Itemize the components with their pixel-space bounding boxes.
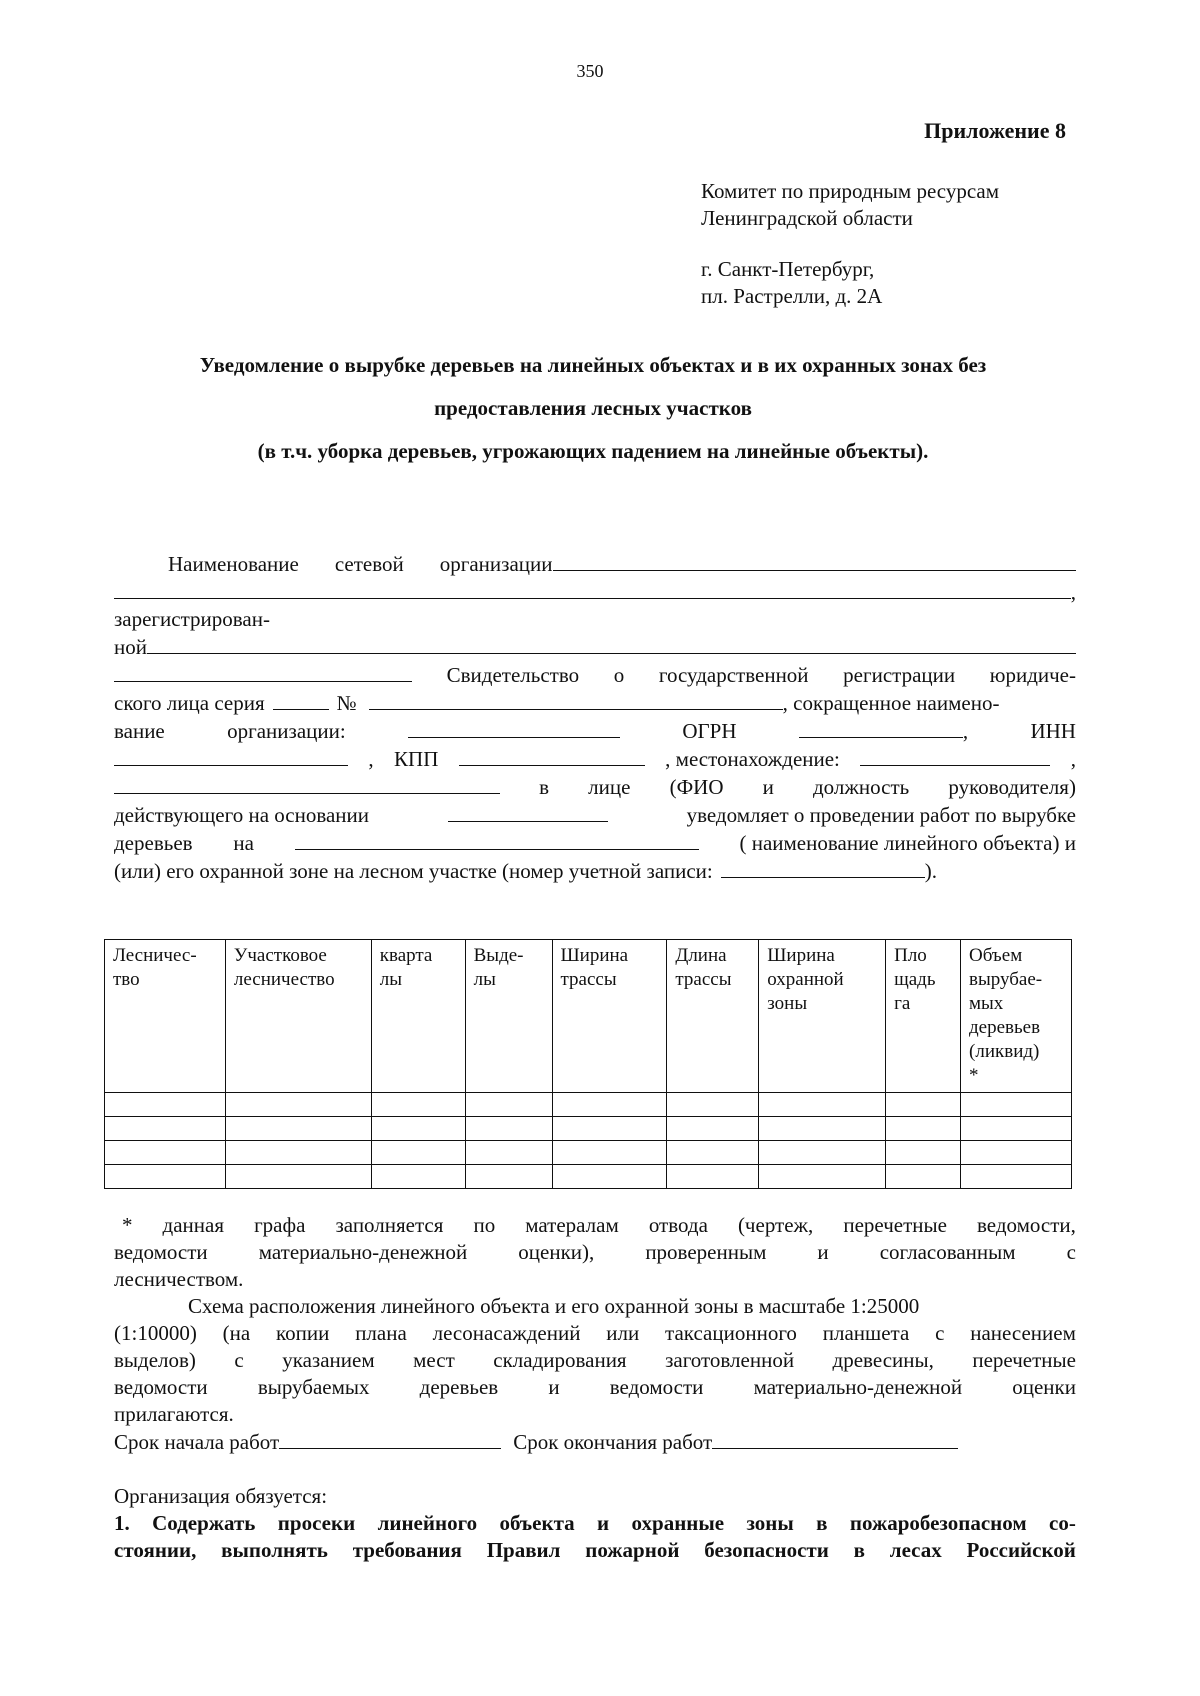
form-text: действующего на основании [114,803,370,827]
table-cell[interactable] [465,1141,552,1165]
scheme-text: копии [276,1321,330,1345]
end-date-field[interactable] [712,1428,958,1449]
scheme-text: (на [222,1321,251,1345]
scheme-text: материально-денежной [753,1375,963,1399]
scheme-line [114,1347,1076,1374]
appendix-label: Приложение 8 [924,118,1066,143]
form-text: государственной [658,663,809,687]
table-cell[interactable] [886,1093,961,1117]
table-cell[interactable] [961,1117,1072,1141]
scheme-text: (1:10000) [114,1321,197,1345]
start-date-field[interactable] [279,1428,501,1449]
footnote-text: материально-денежной [258,1240,468,1264]
form-text: (ФИО [669,775,724,799]
footnote-text: ведомости, [976,1213,1076,1237]
scheme-text: указанием [282,1348,375,1372]
form-text: ОГРН [682,719,737,743]
form-text: юридиче- [989,663,1076,687]
scheme-text: нанесением [970,1321,1076,1345]
addressee-line: пл. Растрелли, д. 2А [701,284,883,308]
scheme-text: складирования [493,1348,627,1372]
obligations-text: Организация обязуется: [114,1484,328,1508]
footnote-text: ведомости [114,1240,208,1264]
form-text: КПП [394,747,439,771]
form-text: , [1070,747,1076,771]
footnote-text: матералам [525,1213,619,1237]
obligation-line [114,1510,1076,1537]
scheme-text: мест [413,1348,455,1372]
inn-field[interactable] [114,745,348,766]
table-header-cell: Выде- лы [465,940,552,1093]
obligation-text: зоны [746,1511,794,1535]
footnote-text: лесничеством. [114,1267,244,1291]
form-text: , [962,719,969,743]
table-cell[interactable] [667,1093,759,1117]
table-cell[interactable] [961,1093,1072,1117]
scheme-text: перечетные [972,1348,1076,1372]
registration-field-cont[interactable] [114,661,412,682]
obligation-text: со- [1049,1511,1076,1535]
table-cell[interactable] [552,1093,667,1117]
footnote-section [114,1212,1076,1564]
location-field[interactable] [860,745,1050,766]
scheme-text: вырубаемых [257,1375,370,1399]
footnote-text: перечетные [843,1213,947,1237]
scheme-text: выделов) [114,1348,196,1372]
table-cell[interactable] [759,1165,886,1189]
table-header-cell: кварта лы [371,940,465,1093]
logging-table [104,939,1072,1189]
kpp-field[interactable] [459,745,645,766]
scheme-text: плана [355,1321,407,1345]
scheme-text: и [548,1375,560,1399]
form-text: о [613,663,625,687]
scheme-text: заготовленной [665,1348,795,1372]
scheme-text: Схема расположения линейного объекта и его охранной зоны в масштабе 1:25000 [188,1294,920,1318]
obligation-text: пожарной [585,1538,680,1562]
scheme-text: с [935,1321,945,1345]
scheme-text: или [606,1321,640,1345]
table-cell[interactable] [552,1117,667,1141]
form-text: (или) его охранной зоне на лесном участке (номер учетной записи: [114,859,713,883]
series-field[interactable] [273,689,329,710]
table-header-cell: Участковое лесничество [225,940,371,1093]
footnote-text: и [817,1240,829,1264]
table-cell[interactable] [759,1117,886,1141]
obligation-text: в [816,1511,828,1535]
form-text: Наименование [168,552,299,576]
addressee-block [701,178,999,310]
obligation-text: просеки [277,1511,356,1535]
obligation-line [114,1537,1076,1564]
footnote-text: по [473,1213,496,1237]
form-text: сетевой [334,552,404,576]
table-cell[interactable] [371,1165,465,1189]
page-number: 350 [576,61,604,81]
table-cell[interactable] [105,1117,226,1141]
table-cell[interactable] [371,1117,465,1141]
form-text: , сокращенное наимено- [782,691,1000,715]
form-text: организации [439,552,553,576]
scheme-line [114,1374,1076,1401]
footnote-text: с [1066,1240,1076,1264]
scheme-text: лесонасаждений [432,1321,581,1345]
table-header-cell: Ширина охранной зоны [759,940,886,1093]
form-text: уведомляет о проведении работ по вырубке [686,803,1076,827]
obligation-text: и [597,1511,610,1535]
scheme-line [114,1320,1076,1347]
scheme-text: деревьев [419,1375,499,1399]
table-header-cell: Лесничес- тво [105,940,226,1093]
form-text: ( наименование линейного объекта) и [739,831,1076,855]
footnote-text: отвода [648,1213,708,1237]
form-text: должность [813,775,910,799]
obligation-text: в [853,1538,865,1562]
table-cell[interactable] [225,1141,371,1165]
footnote-text: проверенным [645,1240,767,1264]
obligation-text: линейного [377,1511,478,1535]
obligation-text: требования [352,1538,462,1562]
form-text: руководителя) [948,775,1076,799]
scheme-text: прилагаются. [114,1402,234,1426]
table-row [105,1165,1072,1189]
obligation-text: лесах [889,1538,942,1562]
footnote-text: графа [254,1213,306,1237]
form-text: ной [114,635,147,659]
table-cell[interactable] [552,1165,667,1189]
footnote-line [114,1212,1076,1239]
obligation-text: безопасности [704,1538,829,1562]
scheme-text: оценки [1012,1375,1076,1399]
location-field-cont[interactable] [114,773,500,794]
table-row [105,1093,1072,1117]
form-text: № [336,691,357,715]
footnote-text: согласованным [879,1240,1016,1264]
table-cell[interactable] [371,1141,465,1165]
footnote-line [114,1239,1076,1266]
form-text: организации: [227,719,346,743]
obligation-text: выполнять [221,1538,328,1562]
ogrn-field[interactable] [799,717,963,738]
table-cell[interactable] [371,1093,465,1117]
table-cell[interactable] [552,1141,667,1165]
scheme-text: ведомости [609,1375,704,1399]
start-date-label: Срок начала работ [114,1430,280,1454]
table-cell[interactable] [105,1141,226,1165]
form-text: Свидетельство [446,663,580,687]
short-name-field[interactable] [408,717,620,738]
form-text: регистрации [843,663,956,687]
title-line: (в т.ч. уборка деревьев, угрожающих падением на линейные объекты). [257,439,929,463]
number-field[interactable] [369,689,783,710]
form-text: ). [924,859,937,883]
obligation-text: объекта [499,1511,575,1535]
form-text: на [233,831,254,855]
record-number-field[interactable] [721,857,925,878]
end-date-label: Срок окончания работ [513,1430,713,1454]
table-cell[interactable] [961,1165,1072,1189]
footnote-text: заполняется [335,1213,444,1237]
footnote-star: * [122,1213,133,1237]
footnote-text: данная [162,1213,225,1237]
scheme-text: планшета [822,1321,910,1345]
registration-field[interactable] [147,633,1076,654]
title-line: предоставления лесных участков [434,396,752,420]
table-header-cell: Пло щадь га [886,940,961,1093]
organization-name-field-cont[interactable] [114,578,1071,599]
table-cell[interactable] [759,1141,886,1165]
form-text: и [762,775,774,799]
form-body [114,550,1076,885]
scheme-line [114,1401,1076,1428]
table-cell[interactable] [961,1141,1072,1165]
obligation-text: Российской [966,1538,1076,1562]
addressee-line: Комитет по природным ресурсам [701,179,1000,203]
linear-object-field[interactable] [295,829,699,850]
form-text: лице [588,775,631,799]
form-text: зарегистрирован- [114,607,270,631]
table-cell[interactable] [105,1093,226,1117]
form-text: ского лица серия [114,691,265,715]
table-cell[interactable] [886,1117,961,1141]
table-cell[interactable] [886,1141,961,1165]
table-header-cell: Ширина трассы [552,940,667,1093]
organization-name-field[interactable] [553,550,1077,571]
scheme-text: таксационного [665,1321,797,1345]
obligation-text: 1. [114,1511,130,1535]
scheme-line [114,1293,1076,1320]
table-cell[interactable] [886,1165,961,1189]
table-cell[interactable] [667,1117,759,1141]
obligation-text: пожаробезопасном [849,1511,1027,1535]
table-cell[interactable] [225,1093,371,1117]
basis-field[interactable] [448,801,608,822]
table-cell[interactable] [667,1165,759,1189]
form-text: , местонахождение: [665,747,840,771]
table-cell[interactable] [759,1093,886,1117]
form-text: вание [114,719,165,743]
obligation-text: стоянии, [114,1538,197,1562]
form-text: в [539,775,550,799]
form-text: ИНН [1030,719,1076,743]
footnote-line [114,1266,1076,1293]
obligation-text: охранные [631,1511,725,1535]
document-title [110,344,1076,473]
table-cell[interactable] [667,1141,759,1165]
scheme-text: древесины, [832,1348,934,1372]
obligation-text: Правил [486,1538,561,1562]
table-cell[interactable] [105,1165,226,1189]
table-cell[interactable] [225,1117,371,1141]
table-header-row [105,940,1072,1093]
scheme-text: ведомости [114,1375,208,1399]
form-text: деревьев [114,831,193,855]
dates-line [114,1428,1076,1456]
table-cell[interactable] [465,1117,552,1141]
form-text: , [1070,580,1076,604]
table-header-cell: Объем вырубае- мых деревьев (ликвид) * [961,940,1072,1093]
table-cell[interactable] [225,1165,371,1189]
obligations-intro [114,1483,1076,1510]
addressee-line: Ленинградской области [701,206,913,230]
table-cell[interactable] [465,1093,552,1117]
addressee-line: г. Санкт-Петербург, [701,257,875,281]
title-line: Уведомление о вырубке деревьев на линейных объектах и в их охранных зонах без [199,353,987,377]
footnote-text: оценки), [518,1240,595,1264]
table-row [105,1117,1072,1141]
obligation-text: Содержать [152,1511,256,1535]
footnote-text: (чертеж, [737,1213,814,1237]
scheme-text: с [234,1348,244,1372]
table-row [105,1141,1072,1165]
table-cell[interactable] [465,1165,552,1189]
form-text: , [368,747,374,771]
table-header-cell: Длина трассы [667,940,759,1093]
